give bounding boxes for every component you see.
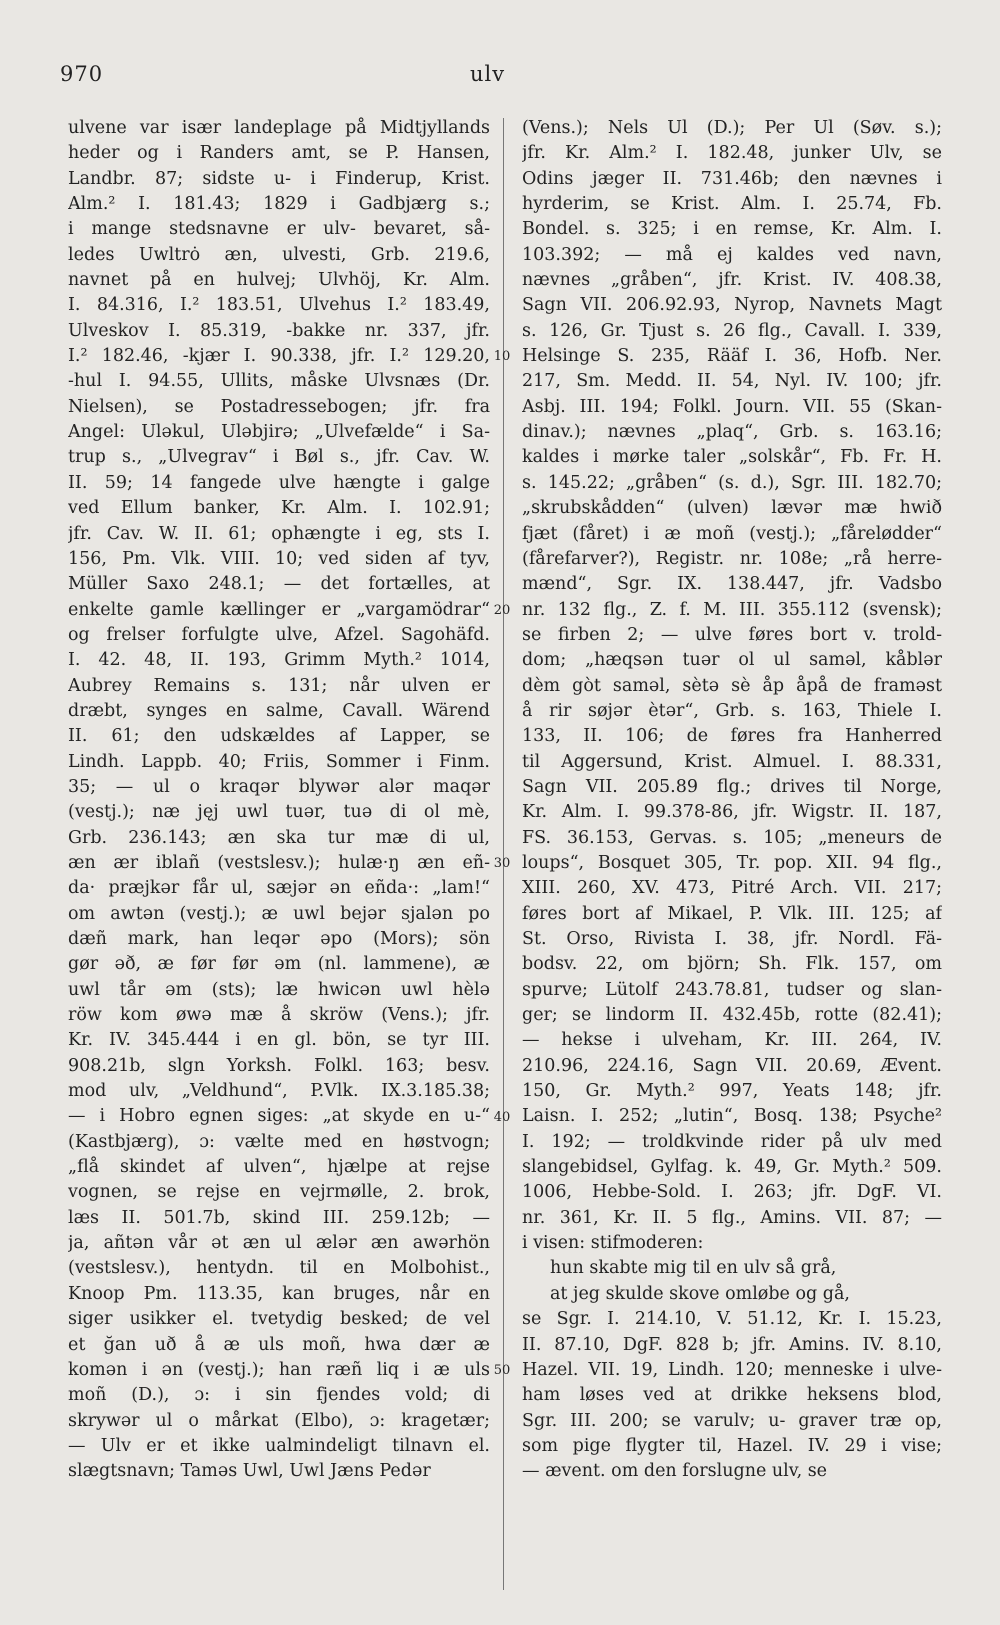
text-line: og frelser forfulgte ulve, Afzel. Sagohäfd.: [68, 624, 490, 645]
text-line: nr. 361, Kr. II. 5 flg., Amins. VII. 87; —: [522, 1207, 942, 1228]
text-line: se firben 2; — ulve føres bort v. trold-: [522, 624, 942, 645]
text-line: gør əð, æ før før əm (nl. lammene), æ: [68, 954, 490, 975]
text-line: moñ (D.), ɔ: i sin fjendes vold; di: [68, 1385, 490, 1406]
text-line: ham løses ved at drikke heksens blod,: [522, 1385, 942, 1406]
text-line: nævnes „gråben“, jfr. Krist. IV. 408.38,: [522, 270, 942, 291]
text-line: da· præjkər får ul, sæjər ən eñda·: „lam!“: [68, 878, 490, 899]
text-line: om awtən (vestj.); æ uwl bejər sjalən po: [68, 903, 490, 924]
text-line: Grb. 236.143; æn ska tur mæ di ul,: [68, 827, 490, 848]
text-line: føres bort af Mikael, P. Vlk. III. 125; af: [522, 903, 942, 924]
text-line: Odins jæger II. 731.46b; den nævnes i: [522, 168, 942, 189]
text-line: Sagn VII. 206.92.93, Nyrop, Navnets Magt: [522, 295, 942, 316]
text-line: fjæt (fåret) i æ moñ (vestj.); „fårelødder“: [522, 523, 942, 544]
text-line: loups“, Bosquet 305, Tr. pop. XII. 94 flg.,: [522, 852, 942, 873]
text-line: jfr. Kr. Alm.² I. 182.48, junker Ulv, se: [522, 143, 942, 164]
text-line: (vestslesv.), hentydn. til en Molbohist.,: [68, 1258, 490, 1279]
text-line: I. 84.316, I.² 183.51, Ulvehus I.² 183.49,: [68, 295, 490, 316]
text-line: hun skabte mig til en ulv så grå,: [550, 1258, 837, 1279]
text-line: læs II. 501.7b, skind III. 259.12b; —: [68, 1207, 490, 1228]
text-line: mænd“, Sgr. IX. 138.447, jfr. Vadsbo: [522, 574, 942, 595]
line-number-marker: 30: [493, 856, 511, 872]
text-line: enkelte gamle kællinger er „vargamödrar“: [68, 599, 490, 620]
text-line: s. 145.22; „gråben“ (s. d.), Sgr. III. 182.70;: [522, 472, 942, 493]
left-column: [68, 116, 490, 1485]
text-line: Helsinge S. 235, Rääf I. 36, Hofb. Ner.: [522, 346, 942, 367]
line-number-marker: 40: [493, 1109, 511, 1125]
line-number-marker: 10: [493, 349, 511, 365]
line-number-marker: 50: [493, 1363, 511, 1379]
text-line: i mange stedsnavne er ulv- bevaret, så-: [68, 219, 490, 240]
text-line: Landbr. 87; sidste u- i Finderup, Krist.: [68, 168, 490, 189]
text-line: æn ær iblañ (vestslesv.); hulæ·ŋ æn eñ-: [68, 852, 490, 873]
text-line: Müller Saxo 248.1; — det fortælles, at: [68, 574, 490, 595]
text-line: Kr. IV. 345.444 i en gl. bön, se tyr III.: [68, 1030, 490, 1051]
text-line: (fårefarver?), Registr. nr. 108e; „rå herre-: [522, 548, 942, 569]
text-line: röw kom øwə mæ å skröw (Vens.); jfr.: [68, 1005, 490, 1026]
text-line: II. 61; den udskældes af Lapper, se: [68, 726, 490, 747]
text-line: dinav.); nævnes „plaq“, Grb. s. 163.16;: [522, 422, 942, 443]
text-line: 217, Sm. Medd. II. 54, Nyl. IV. 100; jfr.: [522, 371, 942, 392]
text-line: dom; „hæqsən tuər ol ul saməl, kåblər: [522, 650, 942, 671]
text-line: -hul I. 94.55, Ullits, måske Ulvsnæs (Dr.: [68, 371, 490, 392]
text-line: Angel: Uləkul, Uləbjirə; „Ulvefælde“ i Sa-: [68, 422, 490, 443]
text-line: 1006, Hebbe-Sold. I. 263; jfr. DgF. VI.: [522, 1182, 942, 1203]
text-line: ved Ellum banker, Kr. Alm. I. 102.91;: [68, 498, 490, 519]
text-line: å rir søjər ètər“, Grb. s. 163, Thiele I.: [522, 700, 942, 721]
text-line: dèm gòt saməl, sètə sè åp åpå de framəst: [522, 675, 942, 696]
text-line: II. 59; 14 fangede ulve hængte i galge: [68, 472, 490, 493]
text-line: (Vens.); Nels Ul (D.); Per Ul (Søv. s.);: [522, 118, 942, 138]
text-line: ja, añtən vår ət æn ul ælər æn awərhön: [68, 1233, 490, 1254]
page-number: 970: [60, 62, 104, 86]
text-line: Knoop Pm. 113.35, kan bruges, når en: [68, 1283, 490, 1304]
text-line: (vestj.); næ jęj uwl tuər, tuə di ol mè,: [68, 802, 490, 823]
text-line: XIII. 260, XV. 473, Pitré Arch. VII. 217;: [522, 878, 942, 899]
text-line: FS. 36.153, Gervas. s. 105; „meneurs de: [522, 827, 942, 848]
text-line: „skrubskådden“ (ulven) lævər mæ hwið: [522, 498, 942, 519]
text-line: ulvene var især landeplage på Midtjyllands: [68, 118, 490, 138]
line-number-marker: 20: [493, 602, 511, 618]
text-line: dræbt, synges en salme, Cavall. Wärend: [68, 700, 490, 721]
text-line: s. 126, Gr. Tjust s. 26 flg., Cavall. I. 339,: [522, 320, 942, 341]
text-line: 156, Pm. Vlk. VIII. 10; ved siden af tyv,: [68, 548, 490, 569]
text-line: 133, II. 106; de føres fra Hanherred: [522, 726, 942, 747]
text-line: Nielsen), se Postadressebogen; jfr. fra: [68, 396, 490, 417]
text-line: som pige flygter til, Hazel. IV. 29 i vise;: [522, 1435, 942, 1456]
text-line: 103.392; — må ej kaldes ved navn,: [522, 244, 942, 265]
text-line: I.² 182.46, -kjær I. 90.338, jfr. I.² 129.20,: [68, 346, 490, 367]
text-line: et ğan uð å æ uls moñ, hwa dær æ: [68, 1334, 490, 1355]
text-line: Hazel. VII. 19, Lindh. 120; menneske i ulve-: [522, 1359, 942, 1380]
text-line: Sgr. III. 200; se varulv; u- graver træ op,: [522, 1410, 942, 1431]
text-line: II. 87.10, DgF. 828 b; jfr. Amins. IV. 8.10,: [522, 1334, 942, 1355]
text-line: kaldes i mørke taler „solskår“, Fb. Fr. H.: [522, 447, 942, 468]
text-line: 150, Gr. Myth.² 997, Yeats 148; jfr.: [522, 1081, 942, 1102]
text-line: at jeg skulde skove omløbe og gå,: [550, 1283, 850, 1304]
text-line: skrywər ul o mårkat (Elbo), ɔ: kragetær;: [68, 1410, 490, 1431]
text-line: Aubrey Remains s. 131; når ulven er: [68, 675, 490, 696]
text-line: dæñ mark, han leqər əpo (Mors); sön: [68, 929, 490, 949]
text-line: uwl tår əm (sts); læ hwicən uwl hèlə: [68, 979, 490, 1000]
text-line: — Ulv er et ikke ualmindeligt tilnavn el.: [68, 1435, 490, 1456]
text-line: slægtsnavn; Taməs Uwl, Uwl Jæns Pedər: [68, 1461, 431, 1482]
text-line: (Kastbjærg), ɔ: vælte med en høstvogn;: [68, 1131, 490, 1152]
text-line: se Sgr. I. 214.10, V. 51.12, Kr. I. 15.23,: [522, 1309, 942, 1330]
text-line: hyrderim, se Krist. Alm. I. 25.74, Fb.: [522, 194, 942, 215]
text-line: 908.21b, slgn Yorksh. Folkl. 163; besv.: [68, 1055, 490, 1076]
text-line: Laisn. I. 252; „lutin“, Bosq. 138; Psyche²: [522, 1106, 942, 1127]
text-line: ger; se lindorm II. 432.45b, rotte (82.41);: [522, 1005, 942, 1026]
text-line: komən i ən (vestj.); han ræñ liq i æ uls: [68, 1359, 490, 1380]
text-line: Alm.² I. 181.43; 1829 i Gadbjærg s.;: [68, 194, 490, 215]
text-line: ledes Uwltrȯ æn, ulvesti, Grb. 219.6,: [68, 244, 490, 265]
text-line: bodsv. 22, om björn; Sh. Flk. 157, om: [522, 954, 942, 975]
text-line: Asbj. III. 194; Folkl. Journ. VII. 55 (Skan-: [522, 396, 942, 417]
text-line: St. Orso, Rivista I. 38, jfr. Nordl. Fä-: [522, 929, 942, 949]
text-line: Kr. Alm. I. 99.378-86, jfr. Wigstr. II. 187,: [522, 802, 942, 823]
text-line: jfr. Cav. W. II. 61; ophængte i eg, sts I.: [68, 523, 490, 544]
text-line: spurve; Lütolf 243.78.81, tudser og slan-: [522, 979, 942, 1000]
text-line: vognen, se rejse en vejrmølle, 2. brok,: [68, 1182, 490, 1203]
text-line: — ævent. om den forslugne ulv, se: [522, 1461, 828, 1482]
text-line: mod ulv, „Veldhund“, P.Vlk. IX.3.185.38;: [68, 1081, 490, 1102]
text-line: 35; — ul o kraqər blywər alər maqər: [68, 776, 490, 797]
text-line: siger usikker el. tvetydig besked; de vel: [68, 1309, 490, 1330]
text-line: — i Hobro egnen siges: „at skyde en u-“: [68, 1106, 490, 1127]
text-line: I. 192; — troldkvinde rider på ulv med: [522, 1131, 942, 1152]
text-line: „flå skindet af ulven“, hjælpe at rejse: [68, 1157, 490, 1178]
text-line: I. 42. 48, II. 193, Grimm Myth.² 1014,: [68, 650, 490, 671]
text-line: — hekse i ulveham, Kr. III. 264, IV.: [522, 1030, 942, 1051]
text-line: Bondel. s. 325; i en remse, Kr. Alm. I.: [522, 219, 942, 240]
text-line: nr. 132 flg., Z. f. M. III. 355.112 (svensk);: [522, 599, 942, 620]
text-line: navnet på en hulvej; Ulvhöj, Kr. Alm.: [68, 270, 490, 291]
text-line: Lindh. Lappb. 40; Friis, Sommer i Finm.: [68, 751, 490, 772]
text-line: til Aggersund, Krist. Almuel. I. 88.331,: [522, 751, 942, 772]
text-line: trup s., „Ulvegrav“ i Bøl s., jfr. Cav. W.: [68, 447, 490, 468]
text-line: Ulveskov I. 85.319, -bakke nr. 337, jfr.: [68, 320, 490, 341]
running-head: ulv: [470, 62, 506, 86]
text-line: i visen: stifmoderen:: [522, 1233, 704, 1254]
text-line: heder og i Randers amt, se P. Hansen,: [68, 143, 490, 164]
text-line: 210.96, 224.16, Sagn VII. 20.69, Ævent.: [522, 1055, 942, 1076]
page-header: [0, 62, 1000, 92]
text-line: slangebidsel, Gylfag. k. 49, Gr. Myth.² 509.: [522, 1157, 942, 1178]
right-column: [522, 116, 942, 1485]
text-line: Sagn VII. 205.89 flg.; drives til Norge,: [522, 776, 942, 797]
